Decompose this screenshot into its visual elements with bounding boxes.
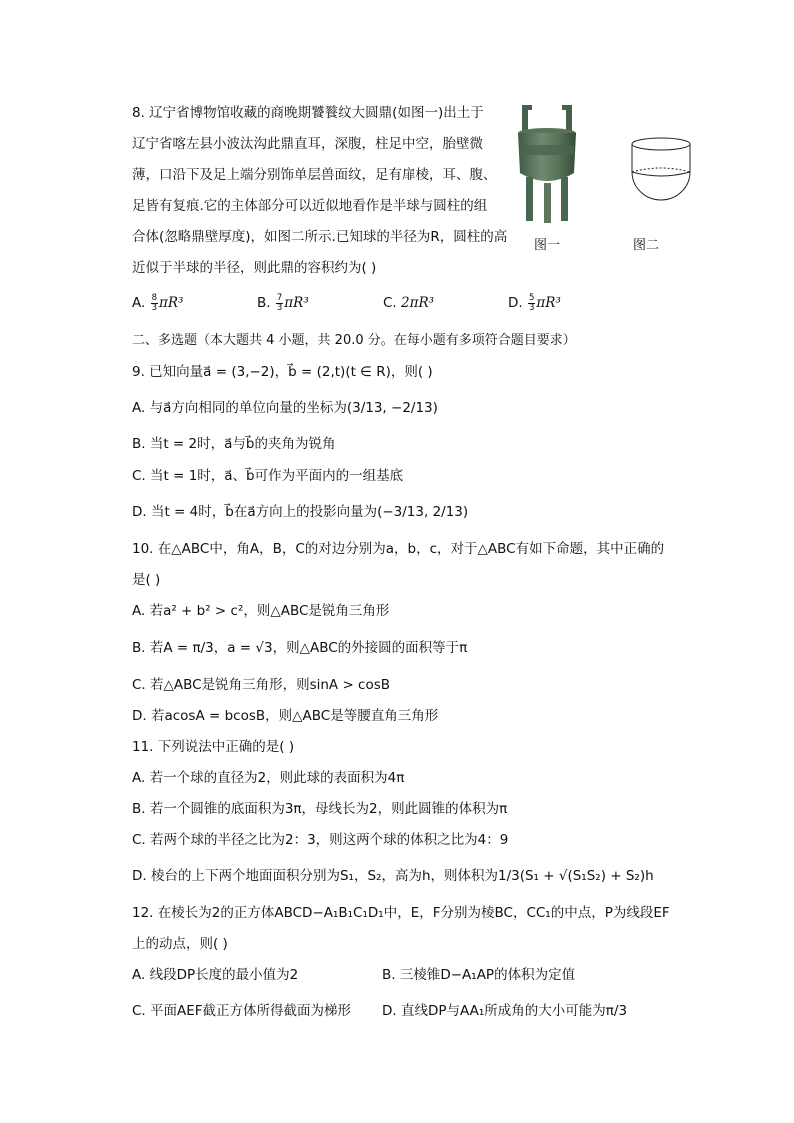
- q8-option-a: A. $\frac{8}{3}$ πR³: [132, 292, 184, 313]
- q8-line-3: 薄，口沿下及足上端分别饰单层兽面纹，足有扉棱，耳、腹、: [132, 167, 497, 183]
- q9-option-a: A. 与a⃗方向相同的单位向量的坐标为(3/13, −2/13): [132, 400, 438, 416]
- q10-stem-line-1: 10. 在△ABC中，角A，B，C的对边分别为a，b，c，对于△ABC有如下命题，其中正确的: [132, 541, 665, 557]
- q8-line-6: 近似于半球的半径，则此鼎的容积约为( ): [132, 260, 377, 276]
- q8-line-4: 足皆有复痕.它的主体部分可以近似地看作是半球与圆柱的组: [132, 198, 488, 214]
- q8-option-b: B. $\frac{7}{3}$ πR³: [257, 292, 309, 313]
- section-heading: 二、多选题（本大题共 4 小题，共 20.0 分。在每小题有多项符合题目要求）: [132, 333, 576, 348]
- q12-stem-line-2: 上的动点，则( ): [132, 936, 228, 952]
- q8-line-5: 合体(忽略鼎壁厚度)，如图二所示.已知球的半径为R，圆柱的高: [132, 229, 508, 245]
- q11-option-c: C. 若两个球的半径之比为2：3，则这两个球的体积之比为4：9: [132, 832, 509, 848]
- q9-option-d: D. 当t = 4时，b⃗在a⃗方向上的投影向量为(−3/13, 2/13): [132, 504, 469, 520]
- q10-option-c: C. 若△ABC是锐角三角形，则sinA > cosB: [132, 677, 391, 693]
- q12-stem-line-1: 12. 在棱长为2的正方体ABCD−A₁B₁C₁D₁中，E，F分别为棱BC，CC₁的中点，P为线段EF: [132, 905, 670, 921]
- figure-1-caption: 图一: [534, 238, 561, 253]
- q12-option-d: D. 直线DP与AA₁所成角的大小可能为π/3: [382, 1003, 628, 1019]
- q8-option-d: D. $\frac{5}{3}$ πR³: [508, 292, 561, 313]
- q12-option-c: C. 平面AEF截正方体所得截面为梯形: [132, 1003, 352, 1019]
- q8-line-2: 辽宁省喀左县小波汰沟此鼎直耳，深腹，柱足中空，胎壁微: [132, 136, 483, 152]
- q11-option-a: A. 若一个球的直径为2，则此球的表面积为4π: [132, 770, 405, 786]
- q10-option-b: B. 若A = π/3，a = √3，则△ABC的外接圆的面积等于π: [132, 640, 468, 656]
- q10-stem-line-2: 是( ): [132, 572, 161, 588]
- q11-stem: 11. 下列说法中正确的是( ): [132, 739, 295, 755]
- figure-2-caption: 图二: [633, 238, 660, 253]
- q11-option-d: D. 棱台的上下两个地面面积分别为S₁，S₂，高为h，则体积为1/3(S₁ + √(S₁S₂) + S₂)h: [132, 868, 654, 884]
- q8-line-1: 8. 辽宁省博物馆收藏的商晚期饕餮纹大圆鼎(如图一)出土于: [132, 105, 484, 121]
- q9-stem: 9. 已知向量a⃗ = (3,−2)，b⃗ = (2,t)(t ∈ R)，则( ): [132, 364, 433, 380]
- q12-option-b: B. 三棱锥D−A₁AP的体积为定值: [382, 967, 576, 983]
- hemisphere-cylinder-diagram: [630, 136, 692, 202]
- q8-option-c: C. 2πR³: [383, 295, 435, 311]
- q11-option-b: B. 若一个圆锥的底面积为3π，母线长为2，则此圆锥的体积为π: [132, 801, 508, 817]
- q9-option-b: B. 当t = 2时，a⃗与b⃗的夹角为锐角: [132, 436, 336, 452]
- q10-option-d: D. 若acosA = bcosB，则△ABC是等腰直角三角形: [132, 708, 439, 724]
- q12-option-a: A. 线段DP长度的最小值为2: [132, 967, 299, 983]
- q9-option-c: C. 当t = 1时，a⃗、b⃗可作为平面内的一组基底: [132, 468, 404, 484]
- ding-photo-figure: [514, 103, 580, 225]
- q10-option-a: A. 若a² + b² > c²，则△ABC是锐角三角形: [132, 603, 390, 619]
